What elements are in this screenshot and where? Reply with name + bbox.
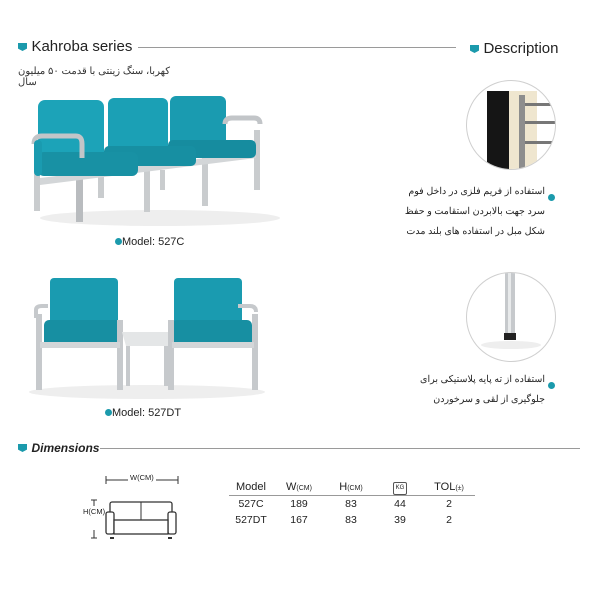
table-cell: 189 (290, 498, 308, 510)
table-cell: 44 (394, 498, 406, 510)
header-divider (138, 47, 456, 48)
dimensions-title: Dimensions (31, 441, 100, 455)
description-title: Description (483, 40, 559, 57)
table-row (229, 496, 475, 513)
foam-frame-detail-image (466, 80, 556, 170)
product-image-527dt (22, 270, 272, 400)
table-cell: 39 (394, 514, 406, 526)
bullet-icon (548, 376, 555, 394)
leg-cap-detail-image (466, 272, 556, 362)
table-cell: 83 (345, 514, 357, 526)
product-label-527c: Model: 527C (115, 236, 184, 248)
dimensions-divider (100, 448, 580, 449)
table-cell: 2 (446, 514, 452, 526)
section-marker-icon (18, 43, 27, 51)
bullet-icon (115, 238, 122, 245)
table-header-row (229, 479, 475, 496)
description-text-1: استفاده از فریم فلزی در داخل فوم سرد جهت بالابردن استقامت و حفظ شکل مبل در استفاده های بلند مدت (404, 186, 545, 237)
series-subtitle: کهربا، سنگ زینتی با قدمت ۵۰ میلیون سال (18, 66, 170, 88)
series-title: Kahroba series (31, 38, 133, 55)
table-cell: 527DT (235, 514, 267, 526)
table-cell: 527C (238, 498, 264, 510)
weight-icon: KG (393, 482, 407, 495)
column-header-weight (377, 479, 423, 496)
description-text-2: استفاده از ته پایه پلاستیکی برای جلوگیری از لقی و سرخوردن (420, 374, 545, 405)
table-cell: 83 (345, 498, 357, 510)
column-header-height: H(CM) (339, 481, 363, 493)
product-image-527c (20, 88, 280, 230)
description-header (470, 40, 558, 58)
height-label: H(CM) (83, 507, 106, 516)
product-label-527dt: Model: 527DT (105, 407, 181, 419)
column-header-tolerance: TOL(±) (434, 481, 464, 493)
bullet-icon (105, 409, 112, 416)
dimensions-table (229, 479, 475, 528)
width-label: W(CM) (130, 473, 154, 482)
section-marker-icon (470, 45, 479, 53)
series-header (18, 38, 132, 56)
table-cell: 2 (446, 498, 452, 510)
column-header-width: W(CM) (286, 481, 312, 493)
column-header-model: Model (236, 481, 266, 493)
bullet-icon (548, 188, 555, 206)
sofa-outline-icon (86, 472, 186, 544)
table-row (229, 512, 475, 528)
table-cell: 167 (290, 514, 308, 526)
section-marker-icon (18, 444, 27, 452)
dimensions-header (18, 439, 99, 457)
